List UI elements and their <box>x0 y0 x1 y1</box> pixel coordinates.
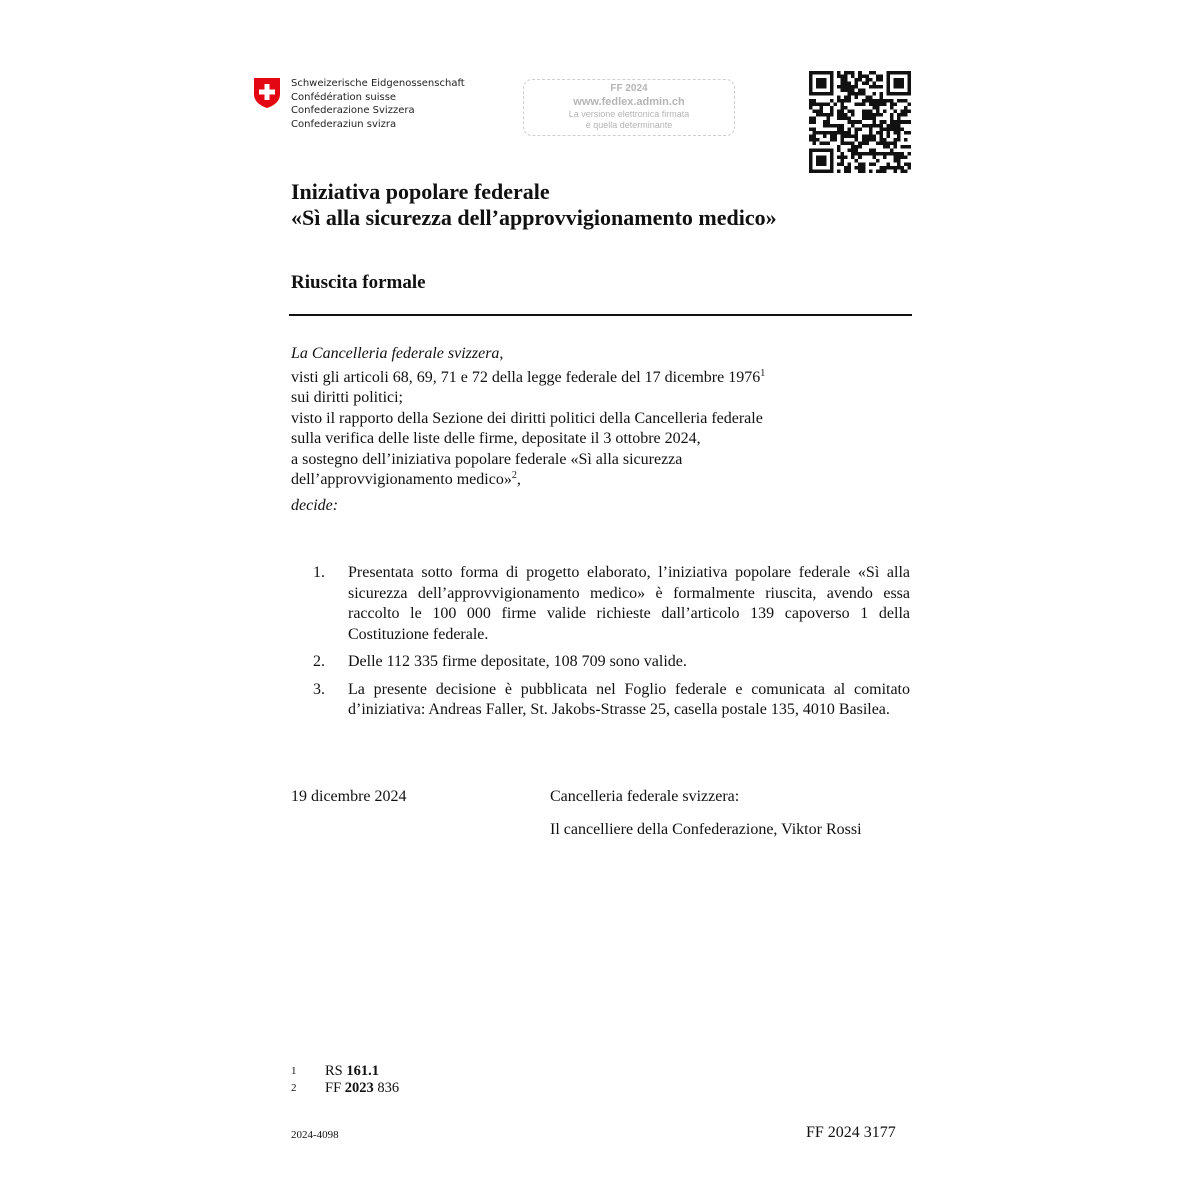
confederation-rm: Confederaziun svizra <box>291 118 397 130</box>
title-divider <box>289 314 912 316</box>
stamp-ff: FF 2024 <box>610 83 648 94</box>
fedlex-stamp <box>523 79 735 136</box>
preamble <box>291 344 891 516</box>
footnote-ref-2[interactable]: 2 <box>511 470 517 481</box>
authority: La Cancelleria federale svizzera, <box>291 345 504 362</box>
item-text: Delle 112 335 firme depositate, 108 709 sono valide. <box>348 653 687 670</box>
document-code: 2024-4098 <box>291 1129 339 1141</box>
item-text: La presente decisione è pubblicata nel Foglio federale e comunicata al comitato d’iniziativa: Andreas Faller, St. Jakobs-Strasse 25, casella postale 135, 4010 Basilea. <box>348 680 910 718</box>
preamble-line-1 <box>291 368 891 389</box>
footnote-text <box>325 1080 399 1096</box>
preamble-end: , <box>516 471 521 488</box>
title-line-2: «Sì alla sicurezza dell’approvvigionamento medico» <box>291 205 777 230</box>
signature-chancellor: Il cancelliere della Confederazione, Viktor Rossi <box>550 821 862 838</box>
title-line-1: Iniziativa popolare federale <box>291 179 550 204</box>
stamp-url[interactable]: www.fedlex.admin.ch <box>573 96 685 108</box>
item-text: Presentata sotto forma di progetto elaborato, l’iniziativa popolare federale «Sì alla sicurezza dell’approvvigionamento medico» è formalmente riuscita, avendo essa raccolto le 100 000 firme valide richieste dall’articolo 139 capoverso 1 della Costituzione federale. <box>348 564 910 643</box>
preamble-line-5: a sostegno dell’iniziativa popolare federale «Sì alla sicurezza <box>291 450 683 468</box>
footnote-ref-1[interactable]: 1 <box>760 367 766 379</box>
footnote-suffix: 836 <box>373 1080 400 1096</box>
document-title <box>291 179 777 231</box>
footnote-number: 2 <box>291 1082 297 1094</box>
swiss-cross-icon <box>253 77 281 109</box>
preamble-text-1: visti gli articoli 68, 69, 71 e 72 della legge federale del 17 dicembre 1976 <box>291 368 761 386</box>
footnote-number: 1 <box>291 1065 297 1077</box>
confederation-names <box>291 77 465 131</box>
list-item <box>313 563 910 645</box>
footnote-prefix: RS <box>325 1063 347 1079</box>
preamble-text-6: dell’approvvigionamento medico» <box>291 471 512 488</box>
decide-label: decide: <box>291 496 339 514</box>
footnote-1 <box>291 1063 379 1079</box>
decision-list <box>313 563 910 728</box>
list-item <box>313 652 910 673</box>
stamp-note-1: La versione elettronica firmata <box>568 109 690 119</box>
footnote-prefix: FF <box>325 1080 345 1096</box>
item-number: 3. <box>313 680 325 698</box>
footnote-bold: 2023 <box>344 1080 374 1096</box>
item-number: 1. <box>313 564 325 581</box>
confederation-de: Schweizerische Eidgenossenschaft <box>291 78 465 89</box>
stamp-note-2: è quella determinante <box>585 120 673 130</box>
document-subtitle: Riuscita formale <box>291 272 426 293</box>
preamble-line-6 <box>291 470 891 491</box>
footnote-bold: 161.1 <box>346 1063 379 1079</box>
decision-date: 19 dicembre 2024 <box>291 788 407 805</box>
footnote-text <box>325 1063 379 1079</box>
signature-authority: Cancelleria federale svizzera: <box>550 788 740 805</box>
page-reference: FF 2024 3177 <box>806 1124 896 1141</box>
qr-code-icon <box>809 71 911 173</box>
footnote-2 <box>291 1080 399 1096</box>
confederation-it: Confederazione Svizzera <box>291 105 415 116</box>
item-number: 2. <box>313 653 325 670</box>
preamble-line-2: sui diritti politici; <box>291 389 403 406</box>
list-item <box>313 680 910 721</box>
preamble-line-3: visto il rapporto della Sezione dei diritti politici della Cancelleria federale <box>291 409 763 427</box>
confederation-fr: Confédération suisse <box>291 91 397 103</box>
preamble-line-4: sulla verifica delle liste delle firme, depositate il 3 ottobre 2024, <box>291 430 701 447</box>
